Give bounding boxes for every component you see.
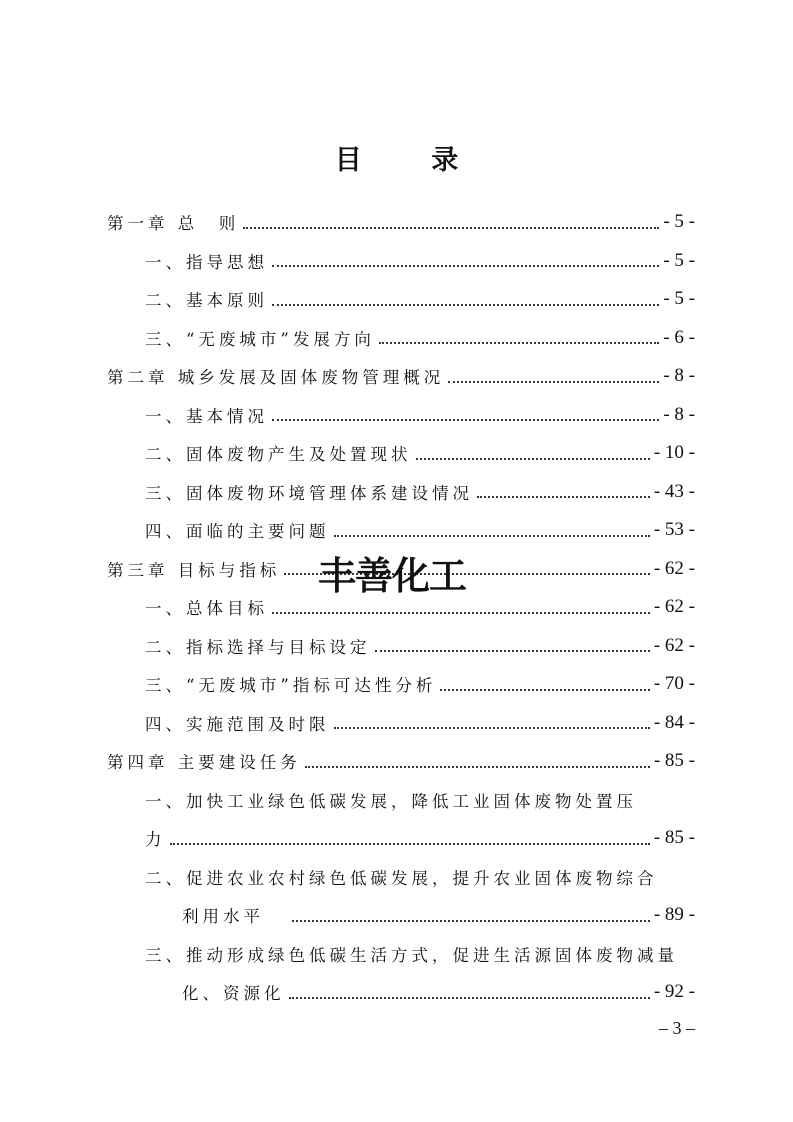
- toc-page: - 8 -: [663, 365, 695, 387]
- toc-chapter-2[interactable]: [107, 357, 695, 396]
- dot-leader: [379, 326, 659, 345]
- table-of-contents: [107, 203, 695, 1012]
- toc-label: 四、实施范围及时限: [145, 714, 330, 734]
- toc-page: - 85 -: [653, 750, 695, 772]
- toc-label: 第三章 目标与指标: [107, 560, 281, 580]
- toc-entry[interactable]: [107, 434, 695, 473]
- toc-page: - 10 -: [653, 442, 695, 464]
- dot-leader: [477, 480, 650, 499]
- toc-label: 二、固体废物产生及处置现状: [145, 445, 412, 465]
- toc-page: - 84 -: [653, 711, 695, 733]
- toc-label: 二、指标选择与目标设定: [145, 637, 371, 657]
- dot-leader: [440, 672, 649, 691]
- dot-leader: [448, 364, 659, 383]
- toc-title: 目 录: [334, 145, 489, 176]
- toc-page: - 8 -: [663, 403, 695, 425]
- toc-entry[interactable]: [107, 511, 695, 550]
- toc-entry[interactable]: [107, 473, 695, 512]
- toc-entry[interactable]: [107, 781, 695, 820]
- dot-leader: [272, 287, 659, 306]
- toc-label: 一、指导思想: [145, 252, 268, 272]
- toc-page: - 53 -: [653, 519, 695, 541]
- toc-entry-continued[interactable]: [107, 819, 695, 858]
- toc-label: 一、加快工业绿色低碳发展，降低工业固体废物处置压: [145, 791, 637, 811]
- dot-leader: [289, 980, 650, 999]
- toc-entry[interactable]: [107, 935, 695, 974]
- toc-label: 三、固体废物环境管理体系建设情况: [145, 483, 473, 503]
- toc-label: 第四章 主要建设任务: [107, 753, 301, 773]
- toc-label: 三、“无废城市”指标可达性分析: [145, 676, 437, 696]
- toc-page: - 62 -: [653, 596, 695, 618]
- toc-label: 一、总体目标: [145, 599, 268, 619]
- dot-leader: [272, 249, 659, 268]
- toc-entry[interactable]: [107, 396, 695, 435]
- toc-page: - 62 -: [653, 557, 695, 579]
- dot-leader: [334, 518, 650, 537]
- toc-page: - 62 -: [653, 634, 695, 656]
- page-number: – 3 –: [659, 1018, 695, 1038]
- toc-entry-continued[interactable]: [107, 896, 695, 935]
- toc-label: 二、促进农业农村绿色低碳发展，提升农业固体废物综合: [145, 868, 658, 888]
- toc-page: - 5 -: [663, 288, 695, 310]
- toc-label: 第一章 总 则: [107, 214, 240, 234]
- toc-page: - 5 -: [663, 249, 695, 271]
- watermark: 丰善化工: [318, 554, 467, 598]
- dot-leader: [375, 634, 650, 653]
- dot-leader: [416, 441, 650, 460]
- toc-entry[interactable]: [107, 242, 695, 281]
- toc-page: - 6 -: [663, 326, 695, 348]
- dot-leader: [243, 210, 659, 229]
- toc-label: 四、面临的主要问题: [145, 522, 330, 542]
- toc-label: 第二章 城乡发展及固体废物管理概况: [107, 368, 445, 388]
- toc-page: - 43 -: [653, 480, 695, 502]
- toc-entry[interactable]: [107, 858, 695, 897]
- toc-chapter-4[interactable]: [107, 742, 695, 781]
- toc-label: 三、“无废城市”发展方向: [145, 329, 375, 349]
- toc-entry[interactable]: [107, 665, 695, 704]
- toc-entry-continued[interactable]: [107, 973, 695, 1012]
- toc-label: 三、推动形成绿色低碳生活方式，促进生活源固体废物减量: [145, 945, 678, 965]
- toc-page: - 5 -: [663, 211, 695, 233]
- toc-entry[interactable]: [107, 627, 695, 666]
- dot-leader: [170, 826, 650, 845]
- toc-label: 二、基本原则: [145, 291, 268, 311]
- dot-leader: [272, 403, 659, 422]
- dot-leader: [305, 749, 650, 768]
- toc-label: 化、资源化: [182, 984, 285, 1004]
- toc-chapter-1[interactable]: [107, 203, 695, 242]
- toc-page: - 92 -: [653, 981, 695, 1003]
- toc-page: - 85 -: [653, 827, 695, 849]
- toc-label: 力: [145, 830, 166, 850]
- toc-entry[interactable]: [107, 319, 695, 358]
- toc-page: - 70 -: [653, 673, 695, 695]
- toc-entry[interactable]: [107, 704, 695, 743]
- toc-entry[interactable]: [107, 280, 695, 319]
- toc-label: 一、基本情况: [145, 406, 268, 426]
- toc-page: - 89 -: [653, 904, 695, 926]
- toc-label: 利用水平: [182, 907, 264, 927]
- dot-leader: [334, 711, 650, 730]
- dot-leader: [292, 903, 650, 922]
